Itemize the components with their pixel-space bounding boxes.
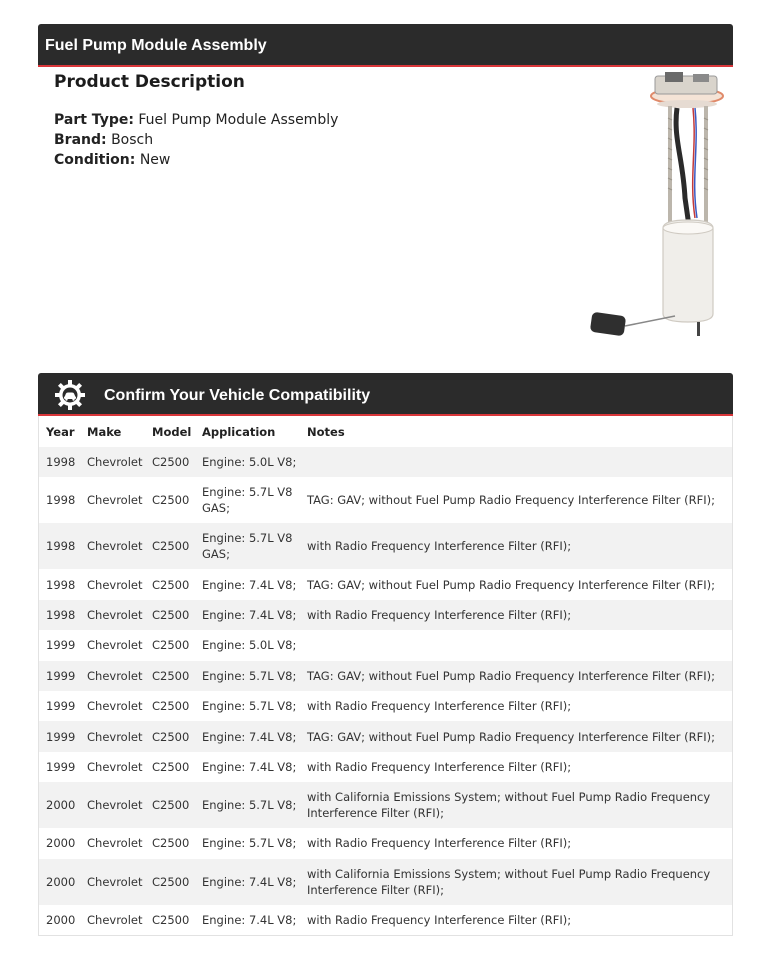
cell-application: Engine: 5.0L V8;	[202, 455, 297, 470]
condition-label: Condition:	[54, 152, 136, 168]
cell-model: C2500	[152, 699, 190, 714]
cell-notes: with California Emissions System; without Fuel Pump Radio Frequency Interference Filter (RFI);	[307, 866, 711, 897]
condition-row	[54, 150, 574, 170]
cell-notes: with Radio Frequency Interference Filter (RFI);	[307, 699, 572, 714]
table-row	[39, 569, 732, 599]
cell-notes: TAG: GAV; without Fuel Pump Radio Frequency Interference Filter (RFI);	[307, 668, 715, 683]
compatibility-title: Confirm Your Vehicle Compatibility	[104, 387, 371, 404]
cell-year: 1999	[46, 699, 76, 714]
cell-make: Chevrolet	[87, 874, 143, 889]
cell-notes: with Radio Frequency Interference Filter (RFI);	[307, 759, 572, 774]
cell-application: Engine: 5.7L V8;	[202, 836, 297, 851]
cell-model: C2500	[152, 539, 190, 554]
cell-application: Engine: 5.7L V8 GAS;	[202, 531, 293, 562]
cell-model: C2500	[152, 759, 190, 774]
part-type-value: Fuel Pump Module Assembly	[138, 112, 339, 128]
cell-notes: TAG: GAV; without Fuel Pump Radio Frequency Interference Filter (RFI);	[307, 493, 715, 508]
cell-year: 1998	[46, 493, 76, 508]
cell-make: Chevrolet	[87, 699, 143, 714]
cell-year: 1999	[46, 638, 76, 653]
cell-year: 2000	[46, 874, 76, 889]
cell-notes: TAG: GAV; without Fuel Pump Radio Frequency Interference Filter (RFI);	[307, 577, 715, 592]
cell-model: C2500	[152, 638, 190, 653]
part-type-row	[54, 110, 574, 130]
cell-notes: with Radio Frequency Interference Filter (RFI);	[307, 836, 572, 851]
cell-year: 1999	[46, 729, 76, 744]
cell-application: Engine: 7.4L V8;	[202, 607, 297, 622]
cell-year: 1999	[46, 759, 76, 774]
brand-row	[54, 130, 574, 150]
cell-application: Engine: 7.4L V8;	[202, 874, 297, 889]
table-row	[39, 600, 732, 630]
cell-model: C2500	[152, 493, 190, 508]
col-year: Year	[46, 424, 75, 439]
cell-model: C2500	[152, 577, 190, 592]
cell-application: Engine: 7.4L V8;	[202, 912, 297, 927]
cell-model: C2500	[152, 668, 190, 683]
product-description	[54, 72, 574, 170]
cell-make: Chevrolet	[87, 638, 143, 653]
cell-make: Chevrolet	[87, 607, 143, 622]
cell-application: Engine: 7.4L V8;	[202, 577, 297, 592]
cell-application: Engine: 5.7L V8;	[202, 798, 297, 813]
col-application: Application	[202, 424, 276, 439]
cell-application: Engine: 7.4L V8;	[202, 759, 297, 774]
table-row	[39, 447, 732, 477]
cell-notes	[300, 447, 732, 477]
table-row	[39, 859, 732, 905]
cell-year: 2000	[46, 836, 76, 851]
table-row	[39, 477, 732, 523]
table-row	[39, 905, 732, 935]
brand-value: Bosch	[111, 132, 154, 148]
cell-make: Chevrolet	[87, 836, 143, 851]
cell-year: 1998	[46, 455, 76, 470]
cell-model: C2500	[152, 836, 190, 851]
cell-notes: with Radio Frequency Interference Filter (RFI);	[307, 539, 572, 554]
cell-model: C2500	[152, 798, 190, 813]
cell-model: C2500	[152, 874, 190, 889]
cell-make: Chevrolet	[87, 912, 143, 927]
cell-make: Chevrolet	[87, 798, 143, 813]
table-row	[39, 630, 732, 660]
gear-car-icon	[54, 379, 86, 411]
cell-model: C2500	[152, 912, 190, 927]
table-row	[39, 782, 732, 828]
table-header-row	[39, 416, 732, 447]
cell-application: Engine: 5.7L V8;	[202, 668, 297, 683]
cell-make: Chevrolet	[87, 729, 143, 744]
cell-notes: with Radio Frequency Interference Filter (RFI);	[307, 912, 572, 927]
cell-application: Engine: 5.0L V8;	[202, 638, 297, 653]
brand-label: Brand:	[54, 132, 107, 148]
table-row	[39, 721, 732, 751]
cell-notes: with California Emissions System; without Fuel Pump Radio Frequency Interference Filter (RFI);	[307, 790, 711, 821]
table-row	[39, 661, 732, 691]
col-model: Model	[152, 424, 192, 439]
table-row	[39, 523, 732, 569]
col-make: Make	[87, 424, 122, 439]
table-row	[39, 828, 732, 858]
cell-year: 1999	[46, 668, 76, 683]
col-notes: Notes	[307, 424, 345, 439]
cell-application: Engine: 5.7L V8;	[202, 699, 297, 714]
cell-model: C2500	[152, 607, 190, 622]
cell-notes	[300, 630, 732, 660]
cell-application: Engine: 5.7L V8 GAS;	[202, 485, 293, 516]
cell-year: 1998	[46, 577, 76, 592]
fuel-pump-module-image	[585, 68, 735, 348]
cell-make: Chevrolet	[87, 539, 143, 554]
cell-application: Engine: 7.4L V8;	[202, 729, 297, 744]
cell-make: Chevrolet	[87, 455, 143, 470]
cell-make: Chevrolet	[87, 493, 143, 508]
cell-notes: with Radio Frequency Interference Filter (RFI);	[307, 607, 572, 622]
cell-make: Chevrolet	[87, 668, 143, 683]
cell-year: 1998	[46, 539, 76, 554]
cell-model: C2500	[152, 455, 190, 470]
compatibility-table	[38, 416, 733, 936]
cell-model: C2500	[152, 729, 190, 744]
cell-year: 1998	[46, 607, 76, 622]
cell-year: 2000	[46, 798, 76, 813]
part-type-label: Part Type:	[54, 112, 134, 128]
description-heading: Product Description	[54, 72, 245, 92]
cell-make: Chevrolet	[87, 577, 143, 592]
cell-year: 2000	[46, 912, 76, 927]
cell-notes: TAG: GAV; without Fuel Pump Radio Frequency Interference Filter (RFI);	[307, 729, 715, 744]
table-row	[39, 691, 732, 721]
cell-make: Chevrolet	[87, 759, 143, 774]
condition-value: New	[139, 152, 171, 168]
compatibility-bar	[38, 373, 733, 416]
table-row	[39, 752, 732, 782]
product-title: Fuel Pump Module Assembly	[45, 37, 267, 54]
product-title-bar	[38, 24, 733, 67]
